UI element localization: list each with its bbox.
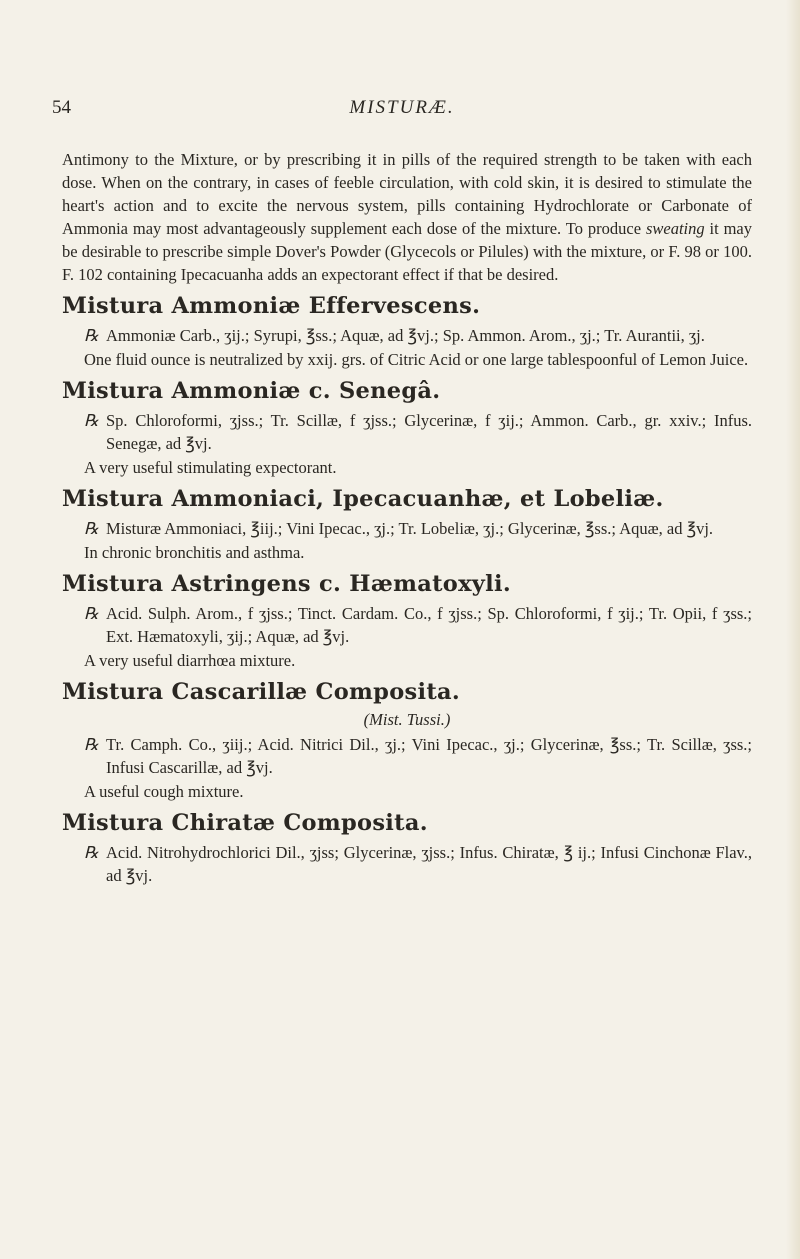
formula-entry (62, 810, 752, 887)
entry-title: Mistura Cascarillæ Composita. (62, 679, 461, 705)
entry-note: A very useful diarrhœa mixture. (84, 651, 296, 670)
page-content (62, 148, 752, 894)
formula-text: Ammoniæ Carb., ʒij.; Syrupi, ℥ss.; Aquæ, ad ℥vj.; Sp. Ammon. Arom., ʒj.; Tr. Aurantii, ʒj. (106, 326, 705, 345)
entry-subtitle: (Mist. Tussi.) (363, 710, 451, 729)
entry-note: In chronic bronchitis and asthma. (84, 543, 305, 562)
recipe-symbol-icon: ℞ (84, 519, 99, 538)
page-header (52, 97, 752, 127)
formula-entry (62, 486, 752, 564)
entry-title: Mistura Ammoniæ Effervescens. (62, 293, 481, 319)
recipe-symbol-icon: ℞ (84, 326, 99, 345)
entry-title: Mistura Chiratæ Composita. (62, 810, 428, 836)
prescription (84, 602, 752, 648)
formula-text: Acid. Nitrohydrochlorici Dil., ʒjss; Glycerinæ, ʒjss.; Infus. Chiratæ, ℥ ij.; Infusi Cinchonæ Flav., ad ℥vj. (106, 843, 752, 885)
formula-text: Sp. Chloroformi, ʒjss.; Tr. Scillæ, f ʒjss.; Glycerinæ, f ʒij.; Ammon. Carb., gr. xxiv.; Infus. Senegæ, ad ℥vj. (106, 411, 752, 453)
formula-entry (62, 679, 752, 803)
emphasis-text: sweating (645, 219, 705, 238)
page-number: 54 (52, 97, 71, 118)
prescription (84, 841, 752, 887)
entry-title: Mistura Ammoniaci, Ipecacuanhæ, et Lobeliæ. (62, 486, 664, 512)
prescription (84, 324, 752, 347)
page-edge (786, 0, 800, 1259)
recipe-symbol-icon: ℞ (84, 411, 99, 430)
entry-note: A useful cough mixture. (84, 782, 244, 801)
entry-title: Mistura Ammoniæ c. Senegâ. (62, 378, 441, 404)
entry-note: One fluid ounce is neutralized by xxij. grs. of Citric Acid or one large tablespoonful of Lemon Juice. (84, 350, 749, 369)
prescription (84, 517, 752, 540)
running-head: MISTURÆ. (349, 97, 455, 118)
recipe-symbol-icon: ℞ (84, 843, 99, 862)
formula-text: Tr. Camph. Co., ʒiij.; Acid. Nitrici Dil., ʒj.; Vini Ipecac., ʒj.; Glycerinæ, ℥ss.; Tr. Scillæ, ʒss.; Infusi Cascarillæ, ad ℥vj. (106, 735, 752, 777)
formula-entry (62, 293, 752, 371)
formula-entry (62, 571, 752, 672)
formula-text: Acid. Sulph. Arom., f ʒjss.; Tinct. Cardam. Co., f ʒjss.; Sp. Chloroformi, f ʒij.; Tr. Opii, f ʒss.; Ext. Hæmatoxyli, ʒij.; Aquæ, ad ℥vj. (106, 604, 752, 646)
prescription (84, 733, 752, 779)
recipe-symbol-icon: ℞ (84, 604, 99, 623)
intro-paragraph: Antimony to the Mixture, or by prescribing it in pills of the required strength to be taken with each dose. When on the contrary, in cases of feeble circulation, with cold skin, it is desired to stimulate the heart's action and to excite the nervous system, pills containing Hydrochlorate or Carbonate of Ammonia may most advantageously supplement each dose of the mixture. To produce sweating it may be desirable to prescribe simple Dover's Powder (Glycecols or Pilules) with the mixture, or F. 98 or 100. F. 102 containing Ipecacuanha adds an expectorant effect if that be desired. (62, 150, 753, 284)
formula-text: Misturæ Ammoniaci, ℥iij.; Vini Ipecac., ʒj.; Tr. Lobeliæ, ʒj.; Glycerinæ, ℥ss.; Aquæ, ad ℥vj. (106, 519, 714, 538)
entry-note: A very useful stimulating expectorant. (84, 458, 337, 477)
formula-entry (62, 378, 752, 479)
prescription (84, 409, 752, 455)
recipe-symbol-icon: ℞ (84, 735, 99, 754)
entry-title: Mistura Astringens c. Hæmatoxyli. (62, 571, 511, 597)
